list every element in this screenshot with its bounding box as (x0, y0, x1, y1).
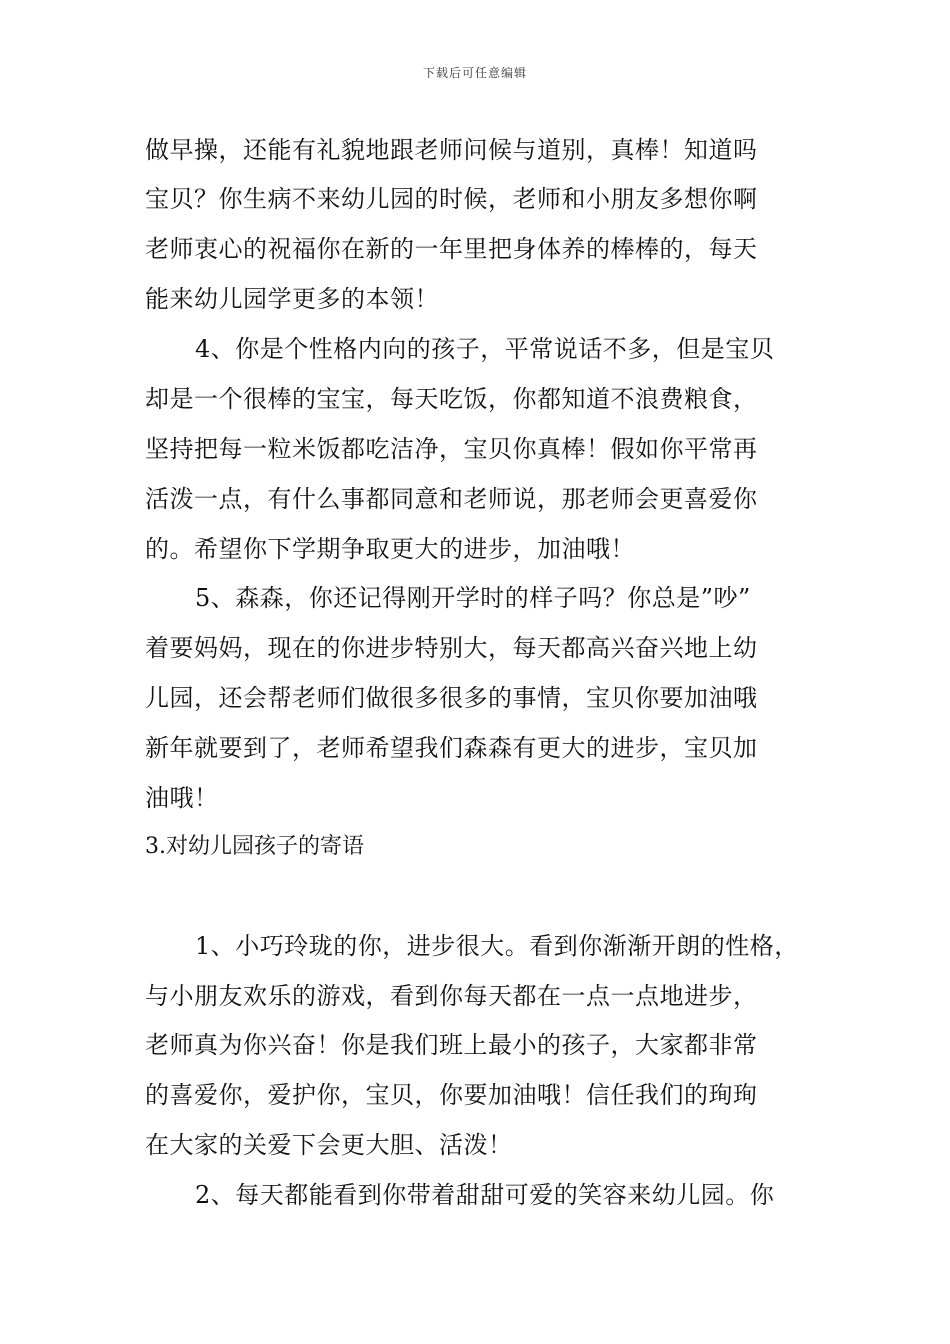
text-line: 能来幼儿园学更多的本领！ (145, 285, 439, 313)
text-line: 油哦！ (145, 784, 219, 812)
text-line: 新年就要到了，老师希望我们森森有更大的进步，宝贝加 (145, 734, 758, 762)
text-line: 4、你是个性格内向的孩子，平常说话不多，但是宝贝 (195, 335, 775, 363)
text-line: 1、小巧玲珑的你，进步很大。看到你渐渐开朗的性格， (195, 932, 799, 960)
text-line: 与小朋友欢乐的游戏，看到你每天都在一点一点地进步， (145, 982, 758, 1010)
text-line: 老师衷心的祝福你在新的一年里把身体养的棒棒的，每天 (145, 235, 758, 263)
section-heading: 3.对幼儿园孩子的寄语 (145, 834, 364, 859)
text-line: 着要妈妈，现在的你进步特别大，每天都高兴奋兴地上幼 (145, 634, 758, 662)
text-line: 宝贝？你生病不来幼儿园的时候，老师和小朋友多想你啊 (145, 185, 758, 213)
text-line: 2、每天都能看到你带着甜甜可爱的笑容来幼儿园。你 (195, 1181, 775, 1209)
text-line: 坚持把每一粒米饭都吃洁净，宝贝你真棒！假如你平常再 (145, 435, 758, 463)
text-line: 的喜爱你，爱护你，宝贝，你要加油哦！信任我们的珣珣 (145, 1081, 758, 1109)
text-line: 活泼一点，有什么事都同意和老师说，那老师会更喜爱你 (145, 485, 758, 513)
text-line: 老师真为你兴奋！你是我们班上最小的孩子，大家都非常 (145, 1031, 758, 1059)
text-line: 5、森森，你还记得刚开学时的样子吗？你总是”吵” (195, 584, 751, 612)
text-line: 却是一个很棒的宝宝，每天吃饭，你都知道不浪费粮食， (145, 385, 758, 413)
text-line: 的。希望你下学期争取更大的进步，加油哦！ (145, 535, 635, 563)
text-line: 儿园，还会帮老师们做很多很多的事情，宝贝你要加油哦 (145, 684, 758, 712)
page-header: 下载后可任意编辑 (422, 66, 527, 80)
text-line: 做早操，还能有礼貌地跟老师问候与道别，真棒！知道吗 (145, 136, 758, 164)
text-line: 在大家的关爱下会更大胆、活泼！ (145, 1131, 513, 1159)
